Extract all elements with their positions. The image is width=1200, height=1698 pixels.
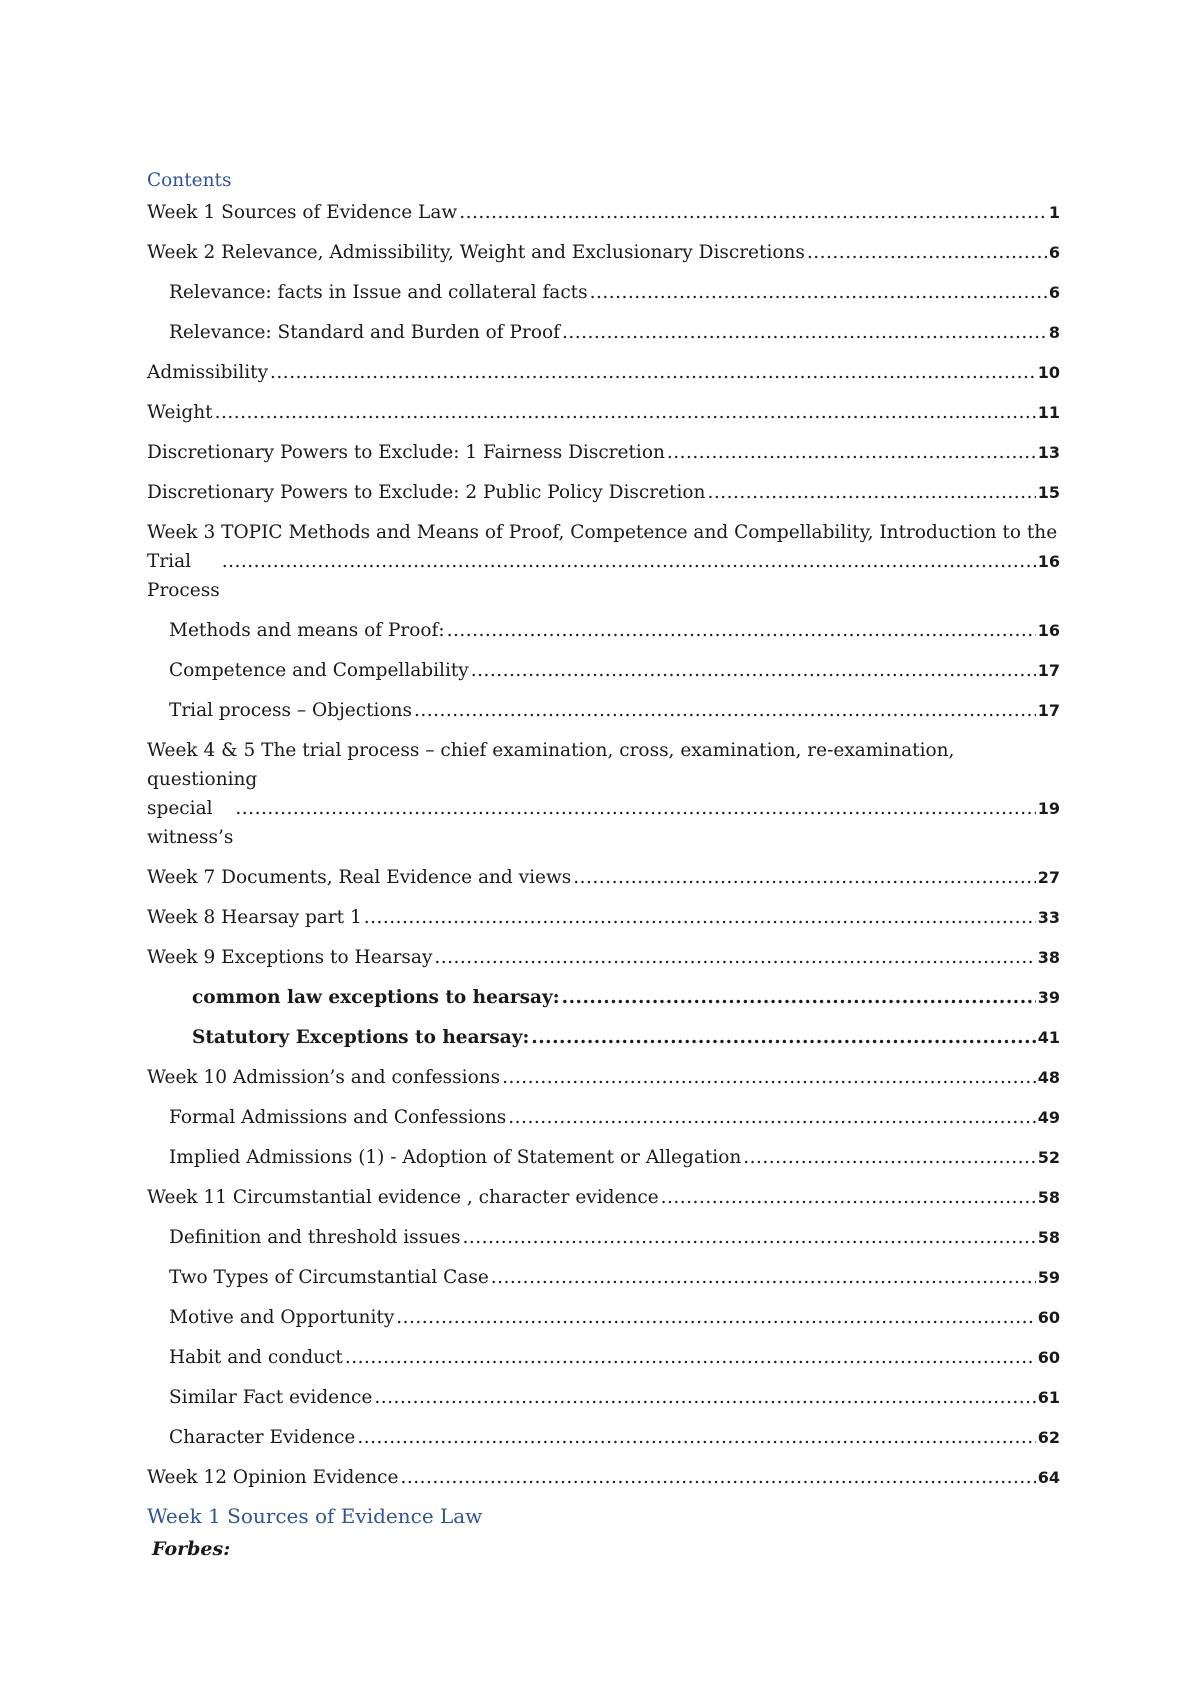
toc-entry[interactable]: [147, 1103, 1060, 1132]
toc-entry[interactable]: [147, 1063, 1060, 1092]
toc-entry[interactable]: [147, 318, 1060, 347]
dot-leader: [401, 1463, 1036, 1492]
toc-page-number: 17: [1037, 701, 1060, 720]
toc-entry[interactable]: [147, 358, 1060, 387]
toc-entry[interactable]: [147, 863, 1060, 892]
toc-entry[interactable]: [147, 1463, 1060, 1492]
dot-leader: [235, 794, 1035, 823]
toc-entry[interactable]: [147, 1143, 1060, 1172]
toc-entry[interactable]: [147, 238, 1060, 267]
case-subject: Forbes:: [152, 1538, 231, 1560]
toc-entry-title: Similar Fact evidence: [169, 1387, 373, 1408]
toc-entry-title: Trial process – Objections: [169, 700, 413, 721]
dot-leader: [667, 438, 1036, 467]
toc-page-number: 58: [1037, 1188, 1060, 1207]
toc-entry-title: Weight: [147, 402, 213, 423]
toc-entry-title: Habit and conduct: [169, 1347, 343, 1368]
toc-page-number: 49: [1037, 1108, 1060, 1127]
toc-entry-title: Admissibility: [147, 362, 269, 383]
toc-page-number: 39: [1037, 988, 1060, 1007]
toc-entry[interactable]: [147, 1383, 1060, 1412]
toc-page-number: 16: [1037, 552, 1060, 571]
dot-leader: [463, 1223, 1036, 1252]
toc-entry-continuation: [147, 547, 1060, 605]
toc-entry-title: Statutory Exceptions to hearsay:: [192, 1027, 530, 1048]
toc-page-number: 8: [1048, 323, 1060, 342]
toc-page-number: 60: [1037, 1308, 1060, 1327]
dot-leader: [807, 238, 1047, 267]
toc-page-number: 6: [1048, 283, 1060, 302]
dot-leader: [447, 616, 1036, 645]
toc-page-number: 60: [1037, 1348, 1060, 1367]
toc-entry-title: Week 11 Circumstantial evidence , character evidence: [147, 1187, 659, 1208]
toc-entry-title-continued: Trial Process: [147, 551, 220, 601]
toc-page-number: 33: [1037, 908, 1060, 927]
dot-leader: [562, 983, 1036, 1012]
dot-leader: [364, 903, 1036, 932]
dot-leader: [471, 656, 1036, 685]
toc-entry[interactable]: [147, 983, 1060, 1012]
toc-page-number: 27: [1037, 868, 1060, 887]
table-of-contents: [147, 198, 1060, 1503]
dot-leader: [374, 1383, 1035, 1412]
toc-page-number: 62: [1037, 1428, 1060, 1447]
dot-leader: [396, 1303, 1035, 1332]
dot-leader: [743, 1143, 1035, 1172]
dot-leader: [357, 1423, 1035, 1452]
toc-entry-title: Week 8 Hearsay part 1: [147, 907, 362, 928]
toc-entry[interactable]: [147, 398, 1060, 427]
toc-entry-title: Week 7 Documents, Real Evidence and views: [147, 867, 572, 888]
toc-page-number: 16: [1037, 621, 1060, 640]
toc-entry[interactable]: [147, 1223, 1060, 1252]
toc-entry-title: Competence and Compellability: [169, 660, 469, 681]
toc-page-number: 15: [1037, 483, 1060, 502]
toc-page-number: 11: [1037, 403, 1060, 422]
toc-entry[interactable]: [147, 478, 1060, 507]
dot-leader: [491, 1263, 1036, 1292]
toc-entry-title: Discretionary Powers to Exclude: 2 Public Policy Discretion: [147, 482, 706, 503]
dot-leader: [531, 1023, 1035, 1052]
toc-entry[interactable]: [147, 1303, 1060, 1332]
toc-entry-title: Methods and means of Proof:: [169, 620, 445, 641]
toc-entry[interactable]: [147, 943, 1060, 972]
toc-entry-title: Relevance: Standard and Burden of Proof: [169, 322, 560, 343]
toc-entry-title: Week 12 Opinion Evidence: [147, 1467, 399, 1488]
dot-leader: [215, 398, 1036, 427]
toc-entry-title: Implied Admissions (1) - Adoption of Statement or Allegation: [169, 1147, 742, 1168]
toc-entry[interactable]: [147, 1423, 1060, 1452]
dot-leader: [270, 358, 1036, 387]
dot-leader: [222, 547, 1036, 576]
toc-entry[interactable]: [147, 438, 1060, 467]
toc-page-number: 38: [1037, 948, 1060, 967]
toc-entry[interactable]: [147, 736, 1060, 852]
toc-entry-title: Week 2 Relevance, Admissibility, Weight and Exclusionary Discretions: [147, 242, 805, 263]
toc-entry-title: Week 4 & 5 The trial process – chief examination, cross, examination, re-examination, questioning: [147, 740, 955, 790]
toc-page-number: 41: [1037, 1028, 1060, 1047]
toc-entry-continuation: [147, 794, 1060, 852]
dot-leader: [661, 1183, 1036, 1212]
toc-page-number: 13: [1037, 443, 1060, 462]
toc-entry-title: Two Types of Circumstantial Case: [169, 1267, 489, 1288]
dot-leader: [345, 1343, 1036, 1372]
toc-entry[interactable]: [147, 696, 1060, 725]
dot-leader: [562, 318, 1047, 347]
dot-leader: [434, 943, 1035, 972]
toc-entry[interactable]: [147, 616, 1060, 645]
dot-leader: [573, 863, 1035, 892]
toc-entry[interactable]: [147, 656, 1060, 685]
dot-leader: [459, 198, 1047, 227]
toc-page-number: 6: [1048, 243, 1060, 262]
toc-entry-title: Character Evidence: [169, 1427, 356, 1448]
toc-entry[interactable]: [147, 518, 1060, 605]
toc-entry-title: Week 1 Sources of Evidence Law: [147, 202, 458, 223]
toc-page-number: 58: [1037, 1228, 1060, 1247]
dot-leader: [590, 278, 1047, 307]
toc-entry-title: common law exceptions to hearsay:: [192, 987, 560, 1008]
toc-entry[interactable]: [147, 903, 1060, 932]
toc-entry[interactable]: [147, 1183, 1060, 1212]
toc-page-number: 59: [1037, 1268, 1060, 1287]
toc-page-number: 52: [1037, 1148, 1060, 1167]
toc-page-number: 10: [1037, 363, 1060, 382]
toc-page-number: 48: [1037, 1068, 1060, 1087]
toc-entry-title: Discretionary Powers to Exclude: 1 Fairness Discretion: [147, 442, 665, 463]
dot-leader: [414, 696, 1036, 725]
toc-page-number: 64: [1037, 1468, 1060, 1487]
toc-entry[interactable]: [147, 278, 1060, 307]
section-heading[interactable]: Week 1 Sources of Evidence Law: [147, 1504, 483, 1528]
toc-entry[interactable]: [147, 1343, 1060, 1372]
toc-entry-title: Week 9 Exceptions to Hearsay: [147, 947, 433, 968]
toc-entry-title: Relevance: facts in Issue and collateral facts: [169, 282, 588, 303]
toc-page-number: 61: [1037, 1388, 1060, 1407]
toc-entry-title: Formal Admissions and Confessions: [169, 1107, 507, 1128]
toc-entry-title: Definition and threshold issues: [169, 1227, 461, 1248]
toc-entry-title-continued: special witness’s: [147, 798, 234, 848]
dot-leader: [502, 1063, 1036, 1092]
dot-leader: [508, 1103, 1035, 1132]
toc-heading: Contents: [147, 170, 232, 191]
toc-entry[interactable]: [147, 1023, 1060, 1052]
toc-entry-title: Week 10 Admission’s and confessions: [147, 1067, 501, 1088]
toc-page-number: 17: [1037, 661, 1060, 680]
toc-page-number: 1: [1048, 203, 1060, 222]
toc-entry[interactable]: [147, 1263, 1060, 1292]
toc-page-number: 19: [1037, 799, 1060, 818]
dot-leader: [707, 478, 1035, 507]
toc-entry[interactable]: [147, 198, 1060, 227]
toc-entry-title: Motive and Opportunity: [169, 1307, 395, 1328]
toc-entry-title: Week 3 TOPIC Methods and Means of Proof, Competence and Compellability, Introduction to the: [147, 522, 1058, 543]
